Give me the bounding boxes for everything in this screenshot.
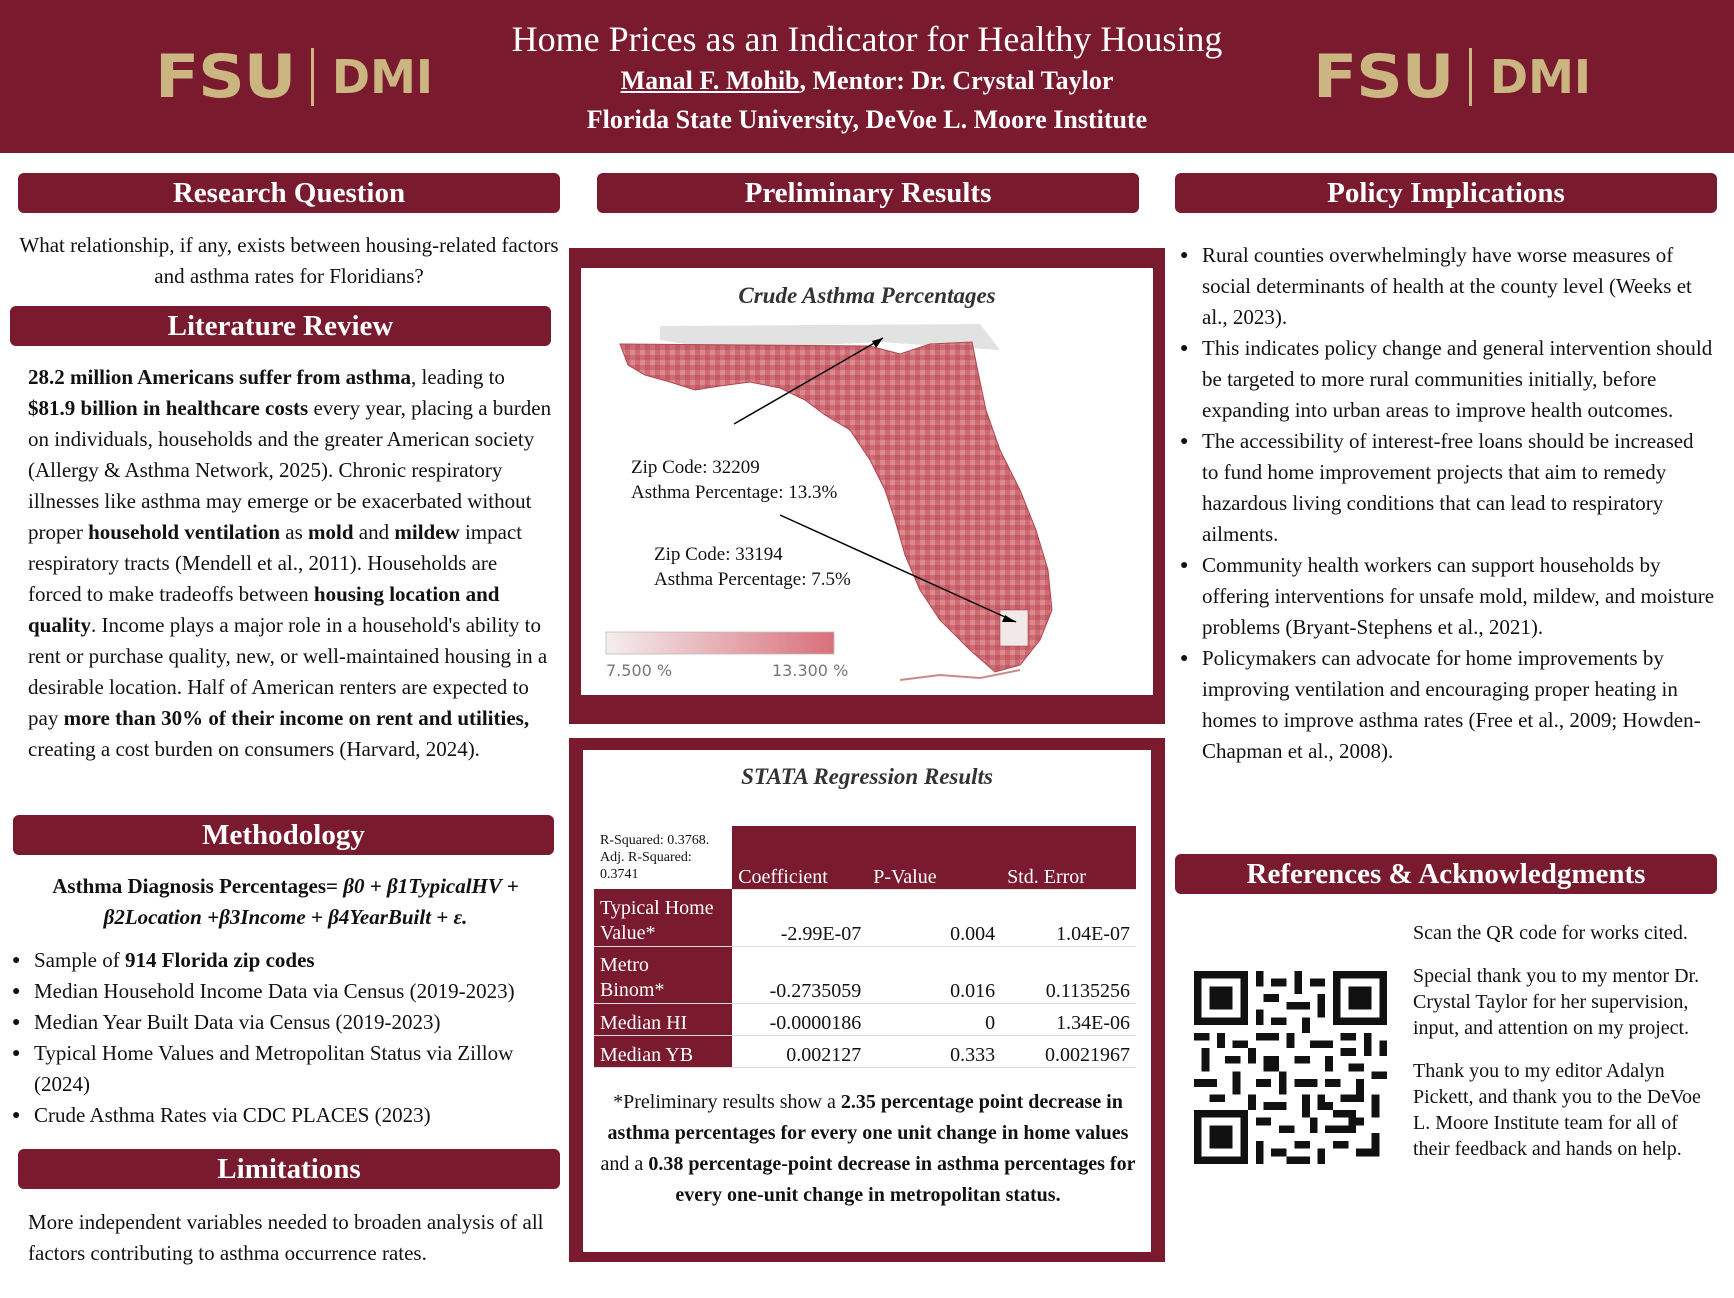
table-cell: 0.0021967 <box>1001 1035 1136 1067</box>
dmi-logo-text: DMI <box>1489 50 1591 104</box>
limitations-text: More independent variables needed to broaden analysis of all factors contributing to asthma occurrence rates. <box>28 1210 544 1265</box>
research-question-heading: Research Question <box>18 173 560 213</box>
florida-keys-shape <box>900 670 1020 680</box>
references-text <box>1413 920 1713 1162</box>
table-cell: 0.1135256 <box>1001 946 1136 1003</box>
column-header-std-error: Std. Error <box>1001 826 1136 889</box>
fsu-logo-text: FSU <box>1313 42 1454 112</box>
fsu-dmi-logo-right <box>1313 42 1591 112</box>
acknowledgment-mentor: Special thank you to my mentor Dr. Crystal Taylor for her supervision, input, and attention on my project. <box>1413 965 1700 1039</box>
fsu-dmi-logo-left <box>155 42 433 112</box>
poster-authors <box>420 66 1314 96</box>
limitations-heading: Limitations <box>18 1149 560 1189</box>
r-squared-cell: R-Squared: 0.3768. Adj. R-Squared: 0.3741 <box>594 826 732 889</box>
column-header-coefficient: Coefficient <box>732 826 867 889</box>
map-annotation-33194: Zip Code: 33194 Asthma Percentage: 7.5% <box>654 544 851 590</box>
list-item: ● Rural counties overwhelmingly have worse measures of social determinants of health at the county level (Weeks et al., 2023). <box>1180 240 1715 333</box>
row-label-typical-home-value: Typical Home Value* <box>594 889 732 946</box>
list-item: ● Crude Asthma Rates via CDC PLACES (2023) <box>12 1100 557 1131</box>
table-row <box>594 1035 1136 1067</box>
table-row <box>594 946 1136 1003</box>
research-question-text: What relationship, if any, exists between housing-related factors and asthma rates for Floridians? <box>19 233 559 288</box>
list-item: ● Median Year Built Data via Census (2019-2023) <box>12 1007 557 1038</box>
list-item: ● Community health workers can support households by offering interventions for unsafe mold, mildew, and moisture problems (Bryant-Stephens et al., 2021). <box>1180 550 1715 643</box>
table-row <box>594 1003 1136 1035</box>
mentor-name: , Mentor: Dr. Crystal Taylor <box>799 66 1114 95</box>
literature-review-text: 28.2 million Americans suffer from asthma, leading to $81.9 billion in healthcare costs every year, placing a burden on individuals, households and the greater American society (Allergy & Asthma Network, 2025). Chronic respiratory illnesses like asthma may emerge or be exacerbated without proper household ventilation as mold and mildew impact respiratory tracts (Mendell et al., 2011). Households are forced to make tradeoffs between housing location and quality. Income plays a major role in a household's ability to rent or purchase quality, new, or well-maintained housing in a desirable location. Half of American renters are expected to pay more than 30% of their income on rent and utilities, creating a cost burden on consumers (Harvard, 2024). <box>28 365 552 761</box>
florida-choropleth-map <box>600 320 1080 690</box>
table-cell: 1.34E-06 <box>1001 1003 1136 1035</box>
list-item: ● Policymakers can advocate for home improvements by improving ventilation and encouraging proper heating in homes to improve asthma rates (Free et al., 2009; Howden-Chapman et al., 2008). <box>1180 643 1715 767</box>
logo-divider <box>1469 48 1472 106</box>
table-cell: 1.04E-07 <box>1001 889 1136 946</box>
regression-table <box>594 826 1136 1068</box>
row-label-metro-binom: Metro Binom* <box>594 946 732 1003</box>
list-item: ● This indicates policy change and general intervention should be targeted to more rural communities initially, before expanding into urban areas to improve health outcomes. <box>1180 333 1715 426</box>
dmi-logo-text: DMI <box>331 50 433 104</box>
fsu-logo-text: FSU <box>155 42 296 112</box>
poster-header <box>0 0 1734 153</box>
author-name: Manal F. Mohib <box>620 66 800 95</box>
florida-shape <box>620 342 1052 672</box>
regression-title: STATA Regression Results <box>741 764 993 789</box>
poster-affiliation: Florida State University, DeVoe L. Moore Institute <box>586 105 1148 134</box>
methodology-equation: Asthma Diagnosis Percentages= β0 + β1TypicalHV + β2Location +β3Income + β4YearBuilt + ε. <box>52 874 519 929</box>
legend-max-label: 13.300 % <box>772 661 849 680</box>
table-cell: -0.2735059 <box>732 946 867 1003</box>
list-item: ● Sample of 914 Florida zip codes <box>12 945 557 976</box>
table-cell: 0.002127 <box>732 1035 867 1067</box>
table-cell: -2.99E-07 <box>732 889 867 946</box>
row-label-median-yb: Median YB <box>594 1035 732 1067</box>
miami-low-region <box>1000 610 1028 646</box>
column-header-p-value: P-Value <box>867 826 1001 889</box>
logo-divider <box>311 48 314 106</box>
map-annotation-32209: Zip Code: 32209 Asthma Percentage: 13.3% <box>631 457 838 503</box>
map-title: Crude Asthma Percentages <box>738 283 996 308</box>
policy-list <box>1180 240 1715 767</box>
table-row <box>594 889 1136 946</box>
literature-review-heading: Literature Review <box>10 306 551 346</box>
table-cell: 0.333 <box>867 1035 1001 1067</box>
qr-instruction: Scan the QR code for works cited. <box>1413 922 1688 944</box>
map-legend-gradient <box>606 632 834 654</box>
regression-footnote: *Preliminary results show a 2.35 percentage point decrease in asthma percentages for every one unit change in home values and a 0.38 percentage-point decrease in asthma percentages for every one-unit change in metropolitan status. <box>600 1091 1136 1206</box>
table-cell: 0.016 <box>867 946 1001 1003</box>
references-heading: References & Acknowledgments <box>1175 854 1717 894</box>
qr-code-icon[interactable] <box>1194 971 1387 1164</box>
table-cell: -0.0000186 <box>732 1003 867 1035</box>
list-item: ● The accessibility of interest-free loans should be increased to fund home improvement projects that aim to remedy hazardous living conditions that can lead to respiratory ailments. <box>1180 426 1715 550</box>
table-cell: 0.004 <box>867 889 1001 946</box>
list-item: ● Typical Home Values and Metropolitan Status via Zillow (2024) <box>12 1038 557 1100</box>
list-item: ● Median Household Income Data via Census (2019-2023) <box>12 976 557 1007</box>
table-header-row <box>594 826 1136 889</box>
methodology-list <box>12 945 557 1131</box>
row-label-median-hi: Median HI <box>594 1003 732 1035</box>
poster-title: Home Prices as an Indicator for Healthy Housing <box>511 19 1223 59</box>
legend-min-label: 7.500 % <box>606 661 673 680</box>
preliminary-results-heading: Preliminary Results <box>597 173 1139 213</box>
table-cell: 0 <box>867 1003 1001 1035</box>
methodology-heading: Methodology <box>13 815 554 855</box>
policy-implications-heading: Policy Implications <box>1175 173 1717 213</box>
acknowledgment-editor: Thank you to my editor Adalyn Pickett, and thank you to the DeVoe L. Moore Institute team for all of their feedback and hands on help. <box>1413 1060 1701 1160</box>
